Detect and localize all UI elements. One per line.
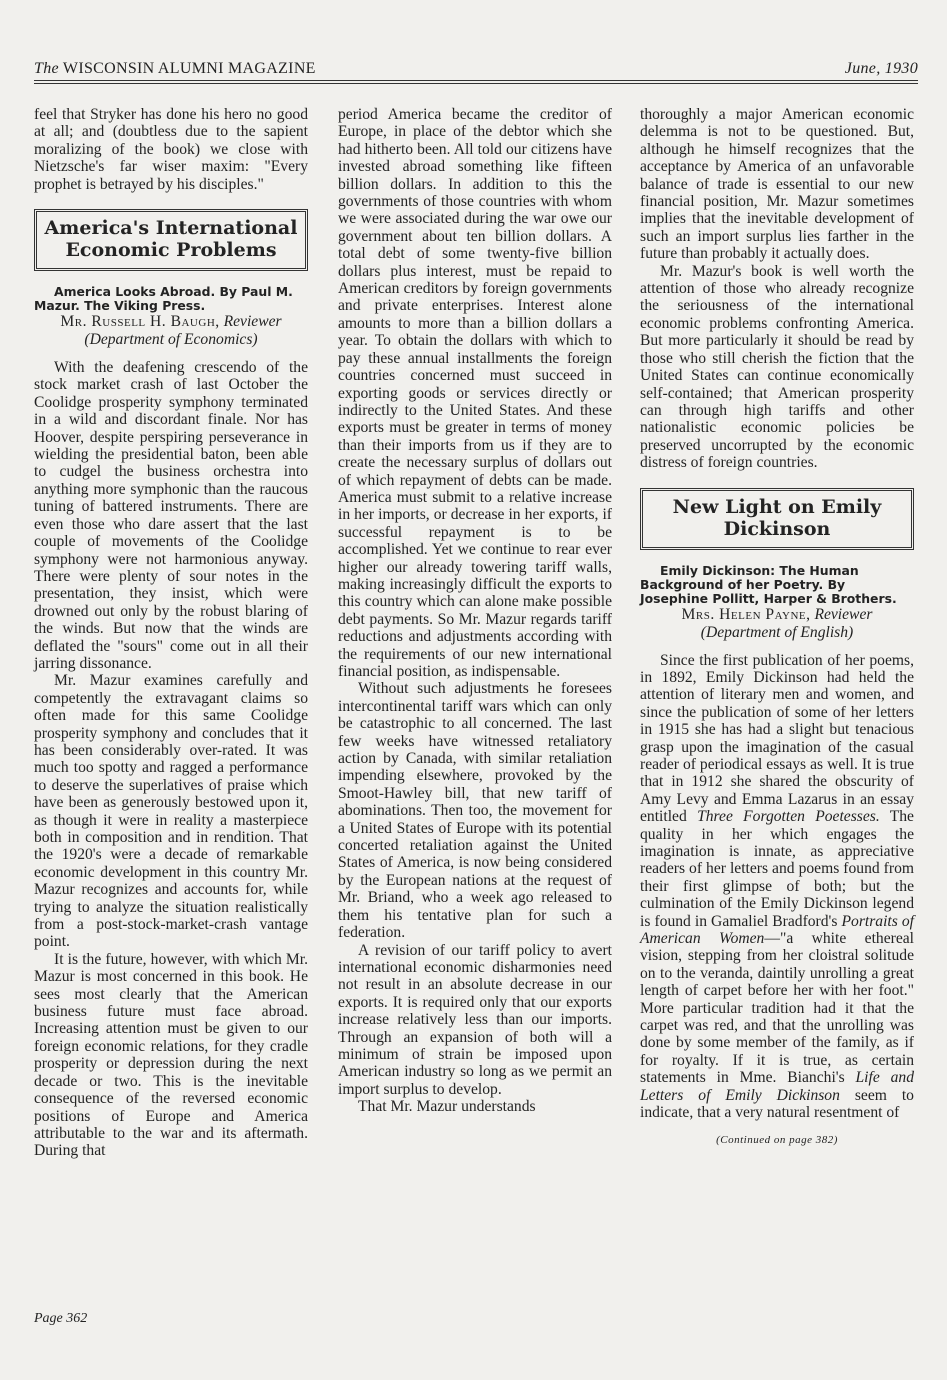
review-title-box [640,488,914,550]
header-rule [34,80,918,81]
review-title: America's International Economic Problems [44,217,298,262]
column-2 [338,106,612,1116]
paragraph: Mr. Mazur's book is well worth the attention of those who already recognize the seriousness of the international economic problems confronting America. But more particularly it should be read by those who still cherish the fiction that the United States can continue economically self-contained; that American prosperity can through high tariffs and other nationalistic economic policies be preserved uncorrupted by the economic distress of foreign countries. [640,262,914,472]
intro-paragraph: feel that Stryker has done his hero no good at all; and (doubtless due to the sapient moralizing of the book) we close with Nietzsche's far wiser maxim: "Every prophet is betrayed by his disciples." [34,106,308,193]
magazine-title: The WISCONSIN ALUMNI MAGAZINE [34,60,316,77]
paragraph: It is the future, however, with which Mr. Mazur is most concerned in this book. He sees most clearly that the American business future must face abroad. Increasing attention must be given to our foreign economic relations, for they cradle prosperity or depression during the next decade or two. This is the inevitable consequence of the reversed economic positions of Europe and America attributable to the war and its aftermath. During that [34,950,308,1160]
paragraph: That Mr. Mazur understands [358,1098,536,1116]
reviewer-credit [34,313,308,349]
reviewer-role: Reviewer [814,605,873,623]
reviewer-role: Reviewer [223,313,282,331]
paragraph: Without such adjustments he foresees intercontinental tariff wars which can only be catastrophic to all concerned. The last few weeks have witnessed retaliatory action by Canada, with similar retaliation impending elsewhere, provoked by the Smoot-Hawley bill, that new tariff of abominations. Then too, the movement for a United States of Europe with its potential concerted retaliation against the United States of America, is now being considered by the European nations at the request of Mr. Briand, who a week ago released to them his tentative plan for such a federation. [338,680,612,942]
paragraph: A revision of our tariff policy to avert international economic disharmonies need not result in an absolute decrease in our exports. It is required only that our exports increase relatively less than our imports. Through an expansion of both will a minimum of strain be imposed upon American industry so long as we permit an import surplus to develop. [338,941,612,1098]
reviewer-credit [640,606,914,642]
column-3 [640,106,914,1149]
reviewer-department: (Department of Economics) [84,331,258,349]
paragraph: thoroughly a major American economic delemma is not to be questioned. But, although he himself recognizes that the acceptance by America of an unfavorable balance of trade is essential to our new financial position, Mr. Mazur sometimes implies that the inevitable development of such an import surplus lies farther in the future than probably it actually does. [640,106,914,263]
review-paragraph: Since the first publication of her poems, in 1892, Emily Dickinson had held the attention of literary men and women, and since the publication of some of her letters in 1915 she has had a slight but tenacious grasp upon the imagination of the casual reader of periodical essays as well. It is true that in 1912 she shared the obscurity of Amy Levy and Emma Lazarus in an essay entitled Three Forgotten Poetesses. The quality in her which engages the imagination is innate, as appreciative readers of her letters and poems found from their first glimpse of both; but the culmination of the Emily Dickinson legend is found in Gamaliel Bradford's Portraits of American Women—"a white ethereal vision, stepping from her cloistral solitude on to the veranda, daintily unrolling a great length of carpet before her with her foot." More particular tradition had it that the carpet was red, and that the unrolling was done by some member of the family, as if for royalty. If it is true, as certain statements in Mme. Bianchi's Life and Letters of Emily Dickinson seem to indicate, that a very natural resentment of [640,651,915,1122]
paragraph: With the deafening crescendo of the stock market crash of last October the Coolidge prosperity symphony terminated in a wild and discordant finale. Nor has Hoover, despite perspiring perseverance in wielding the presidential baton, been able to cudgel the business orchestra into anything more symphonic than the raucous tuning of battered instruments. There are even those who dare assert that the last couple of movements of the Coolidge symphony were not harmonious anyway. There were plenty of sour notes in the presentation, they insist, which were drowned out only by the robust blaring of the winds. But now that the winds are deflated the "sours" come out in all their jarring dissonance. [34,359,308,672]
page-number: Page 362 [34,1311,88,1326]
reviewer-name: Mrs. Helen Payne, [681,605,811,623]
issue-date: June, 1930 [844,60,918,77]
book-info: America Looks Abroad. By Paul M. Mazur. The Viking Press. [34,284,293,314]
header-rule-thin [34,83,918,84]
paragraph: Mr. Mazur examines carefully and competently the extravagant claims so often made for this same Coolidge prosperity symphony and concludes that it has been considerably over-rated. It was much too spotty and ragged a performance to deserve the superlatives of praise which have been as generously bestowed upon it, as though it were in reality a masterpiece both in composition and in rendition. That the 1920's were a decade of remarkable economic development in this country Mr. Mazur recognizes and accounts for, while trying to analyze the situation realistically from a post-stock-market-crash vantage point. [34,672,308,951]
book-info: Emily Dickinson: The Human Background of her Poetry. By Josephine Pollitt, Harper & Brothers. [640,562,897,606]
column-1 [34,106,308,1160]
review-title-box [34,209,308,271]
paragraph: period America became the creditor of Europe, in place of the debtor which she had hitherto been. All told our citizens have invested abroad something like fifteen billion dollars. In addition to this the governments of those countries with whom we were associated during the war owe our government about ten billion dollars. A total debt of some twenty-five billion dollars plus interest, must be repaid to American creditors by foreign governments and private enterprises. Interest alone amounts to more than a billion dollars a year. To obtain the dollars with which to pay these annual installments the foreign countries concerned must succeed in exporting goods or services directly or indirectly to the United States. And these exports must be greater in terms of money than their imports from us if they are to create the necessary surplus of dollars out of which repayment of debts can be made. America must submit to a relative increase in her imports, or decrease in her exports, if successful repayment is to be accomplished. Yet we continue to rear ever higher our already towering tariff walls, making increasingly difficult the exports to this country which can alone make possible debt payments. So Mr. Mazur regards tariff reductions and adjustments according with the requirements of our new international financial position, as indispensable. [338,106,612,680]
reviewer-department: (Department of English) [700,623,854,641]
review-title: New Light on Emily Dickinson [672,495,882,540]
reviewer-name: Mr. Russell H. Baugh, [60,313,220,331]
continued-note: (Continued on page 382) [716,1133,838,1146]
